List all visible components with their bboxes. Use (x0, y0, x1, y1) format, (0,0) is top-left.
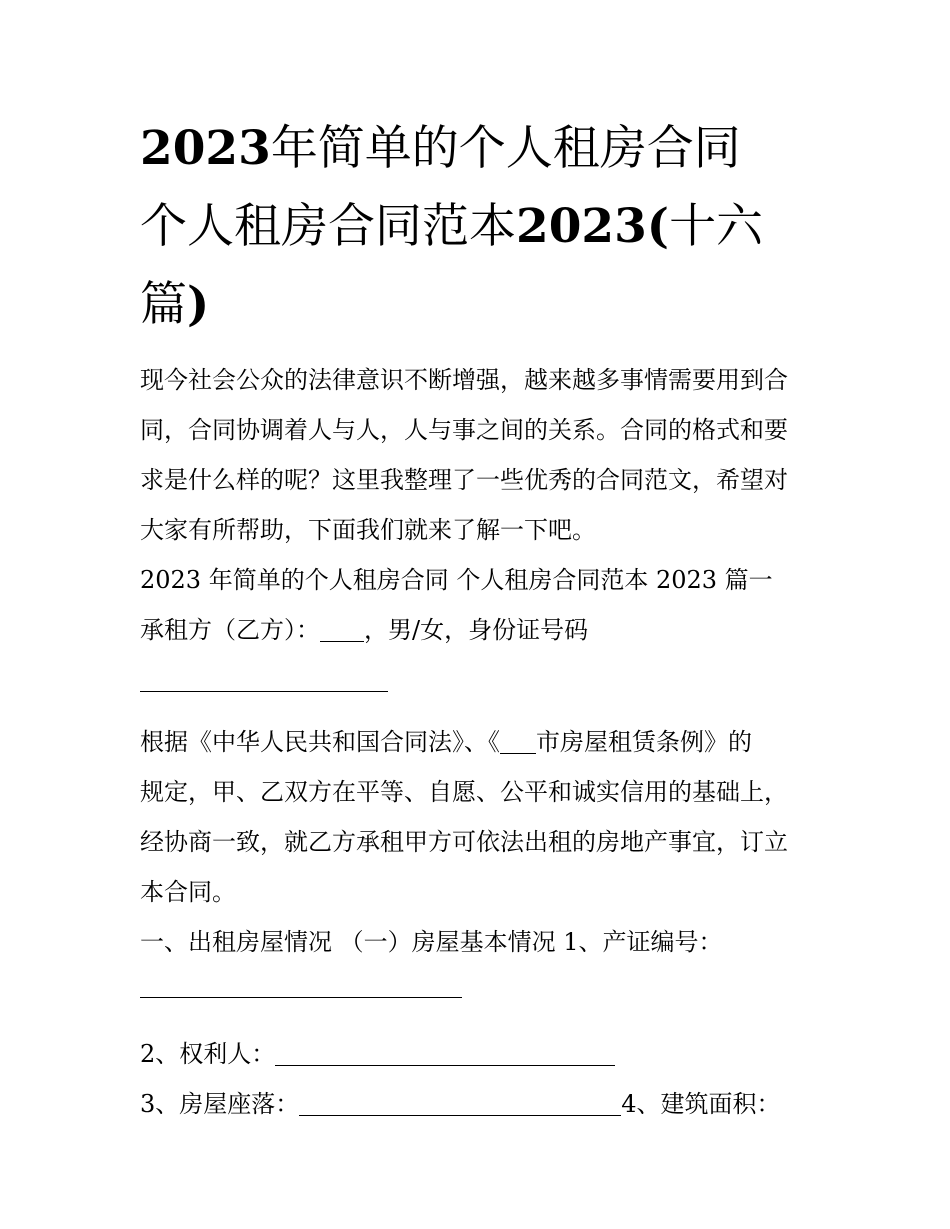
tenant-line (140, 605, 820, 655)
certificate-blank-row (140, 967, 820, 1017)
document-title (140, 110, 820, 344)
basis-text-b: 市房屋租赁条例》的 (536, 728, 752, 756)
tenant-middle: ，男/女，身份证号码 (364, 616, 589, 644)
title-year-2: 2023( (516, 199, 670, 254)
id-number-blank (140, 691, 388, 692)
basis-line-3: 经协商一致，就乙方承租甲方可依法出租的房地产事宜，订立 (140, 828, 788, 856)
title-tail-2: 十六 (669, 199, 764, 254)
location-area-line (140, 1079, 820, 1129)
city-blank (500, 723, 536, 754)
tenant-name-blank (320, 611, 364, 642)
contract-subtitle: 2023 年简单的个人租房合同 个人租房合同范本 2023 篇一 (140, 566, 773, 594)
owner-label: 2、权利人： (140, 1040, 276, 1068)
basis-text-a: 根据《中华人民共和国合同法》、《 (140, 728, 500, 756)
title-close-paren: ) (187, 277, 210, 332)
title-line-3 (140, 266, 820, 344)
basis-line-4: 本合同。 (140, 878, 236, 906)
location-blank (299, 1085, 621, 1116)
title-text-3: 篇 (140, 277, 187, 332)
section1-heading: 一、出租房屋情况 （一）房屋基本情况 1、产证编号： (140, 928, 723, 956)
document-body (140, 355, 820, 1129)
basis-line-1 (140, 717, 820, 767)
id-number-blank-row (140, 655, 820, 705)
certificate-number-blank (140, 997, 462, 998)
intro-line-4: 大家有所帮助，下面我们就来了解一下吧。 (140, 516, 596, 544)
location-label: 3、房屋座落： (140, 1090, 300, 1118)
title-text-2: 个人租房合同范本 (140, 199, 516, 254)
title-line-1 (140, 110, 820, 188)
intro-line-1: 现今社会公众的法律意识不断增强，越来越多事情需要用到合 (140, 366, 788, 394)
area-label: 4、建筑面积： (621, 1090, 781, 1118)
basis-line-2: 规定，甲、乙双方在平等、自愿、公平和诚实信用的基础上， (140, 778, 788, 806)
title-text-1: 年简单的个人租房合同 (270, 121, 741, 176)
intro-line-2: 同，合同协调着人与人，人与事之间的关系。合同的格式和要 (140, 416, 788, 444)
title-line-2 (140, 188, 820, 266)
title-year: 2023 (140, 121, 271, 176)
owner-blank (275, 1035, 615, 1066)
owner-line (140, 1029, 820, 1079)
tenant-prefix: 承租方（乙方）： (140, 616, 320, 644)
intro-line-3: 求是什么样的呢？这里我整理了一些优秀的合同范文，希望对 (140, 466, 788, 494)
